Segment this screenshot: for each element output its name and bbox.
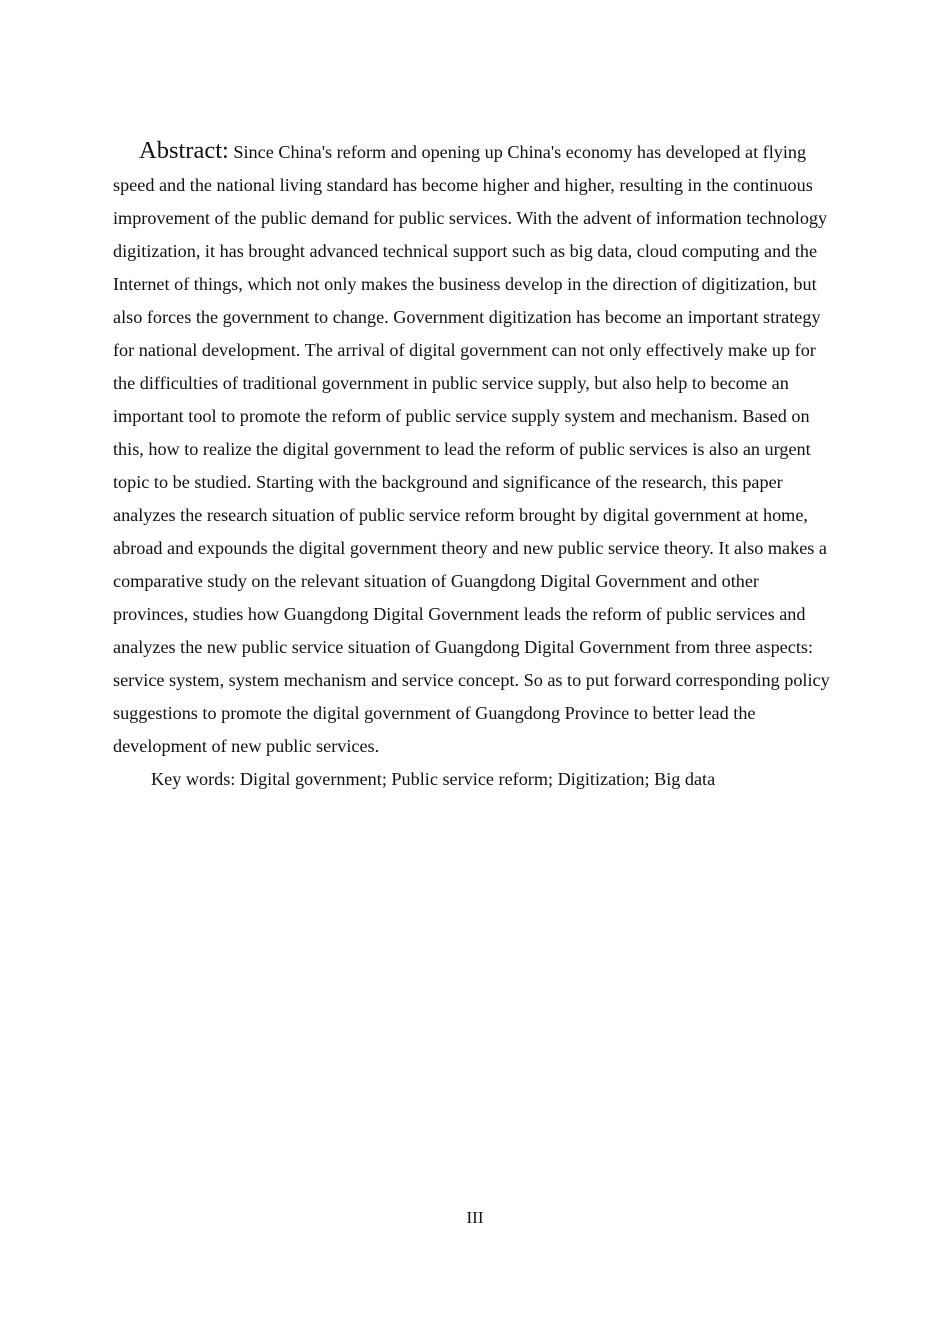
abstract-body: Since China's reform and opening up China's economy has developed at flying speed and the national living standard has become higher and higher, resulting in the continuous improvement of the public demand for public services. With the advent of information technology digitization, it has brought advanced technical support such as big data, cloud computing and the Internet of things, which not only makes the business develop in the direction of digitization, but also forces the government to change. Government digitization has become an important strategy for national development. The arrival of digital government can not only effectively make up for the difficulties of traditional government in public service supply, but also help to become an important tool to promote the reform of public service supply system and mechanism. Based on this, how to realize the digital government to lead the reform of public services is also an urgent topic to be studied. Starting with the background and significance of the research, this paper analyzes the research situation of public service reform brought by digital government at home, abroad and expounds the digital government theory and new public service theory. It also makes a comparative study on the relevant situation of Guangdong Digital Government and other provinces, studies how Guangdong Digital Government leads the reform of public services and analyzes the new public service situation of Guangdong Digital Government from three aspects: service system, system mechanism and service concept. So as to put forward corresponding policy suggestions to promote the digital government of Guangdong Province to better lead the development of new public services. bbox=[113, 142, 830, 756]
abstract-paragraph bbox=[113, 134, 835, 763]
keywords-line: Key words: Digital government; Public service reform; Digitization; Big data bbox=[151, 769, 716, 789]
abstract-section bbox=[113, 134, 835, 796]
abstract-heading: Abstract: bbox=[139, 137, 229, 164]
page-number: III bbox=[466, 1208, 484, 1227]
